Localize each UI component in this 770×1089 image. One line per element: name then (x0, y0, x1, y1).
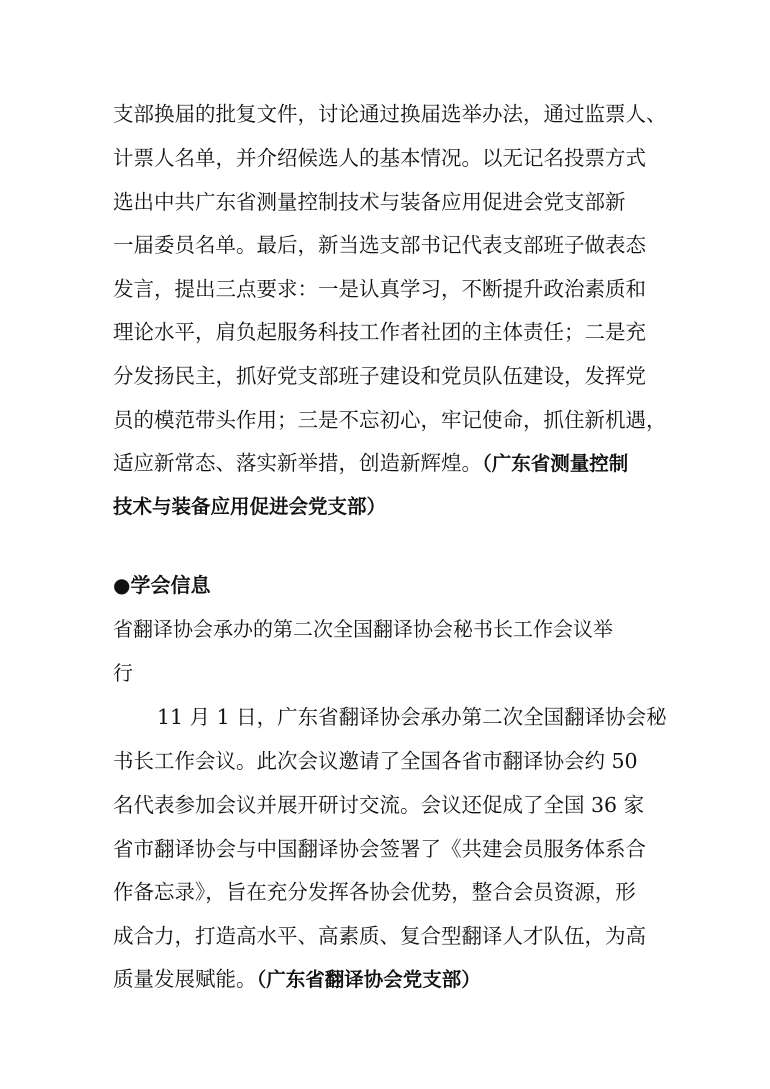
paragraph-line: 支部换届的批复文件，讨论通过换届选举办法，通过监票人、 (113, 102, 667, 126)
paragraph-line: 发言，提出三点要求：一是认真学习，不断提升政治素质和 (113, 277, 646, 301)
paragraph-line (113, 451, 628, 476)
source-attribution: （广东省翻译协会党支部） (256, 968, 481, 991)
source-attribution: 技术与装备应用促进会党支部） (113, 495, 387, 518)
section-heading: ●学会信息 (113, 573, 211, 597)
paragraph-line: 计票人名单，并介绍候选人的基本情况。以无记名投票方式 (113, 146, 646, 170)
article-title: 省翻译协会承办的第二次全国翻译协会秘书长工作会议举 (113, 617, 613, 641)
paragraph-line: 省市翻译协会与中国翻译协会签署了《共建会员服务体系合 (113, 837, 646, 861)
paragraph-line: 成合力，打造高水平、高素质、复合型翻译人才队伍，为高 (113, 924, 646, 948)
paragraph-text: 质量发展赋能。 (113, 967, 257, 991)
paragraph-line: 一届委员名单。最后，新当选支部书记代表支部班子做表态 (113, 233, 646, 257)
paragraph-line: 员的模范带头作用；三是不忘初心，牢记使命，抓住新机遇， (113, 408, 667, 432)
paragraph-line: 理论水平，肩负起服务科技工作者社团的主体责任；二是充 (113, 320, 646, 344)
paragraph-line: 选出中共广东省测量控制技术与装备应用促进会党支部新 (113, 190, 626, 214)
paragraph-line: 书长工作会议。此次会议邀请了全国各省市翻译协会约 50 (113, 749, 638, 773)
paragraph-line: 名代表参加会议并展开研讨交流。会议还促成了全国 36 家 (113, 793, 645, 817)
paragraph-text: 适应新常态、落实新举措，创造新辉煌。 (113, 451, 482, 475)
paragraph-line: 11 月 1 日，广东省翻译协会承办第二次全国翻译协会秘 (157, 705, 667, 729)
article-title: 行 (113, 661, 133, 685)
paragraph-line: 作备忘录》，旨在充分发挥各协会优势，整合会员资源，形 (113, 880, 636, 904)
source-attribution: （广东省测量控制 (482, 452, 629, 475)
paragraph-line: 分发扬民主，抓好党支部班子建设和党员队伍建设，发挥党 (113, 364, 646, 388)
paragraph-line (113, 967, 481, 992)
